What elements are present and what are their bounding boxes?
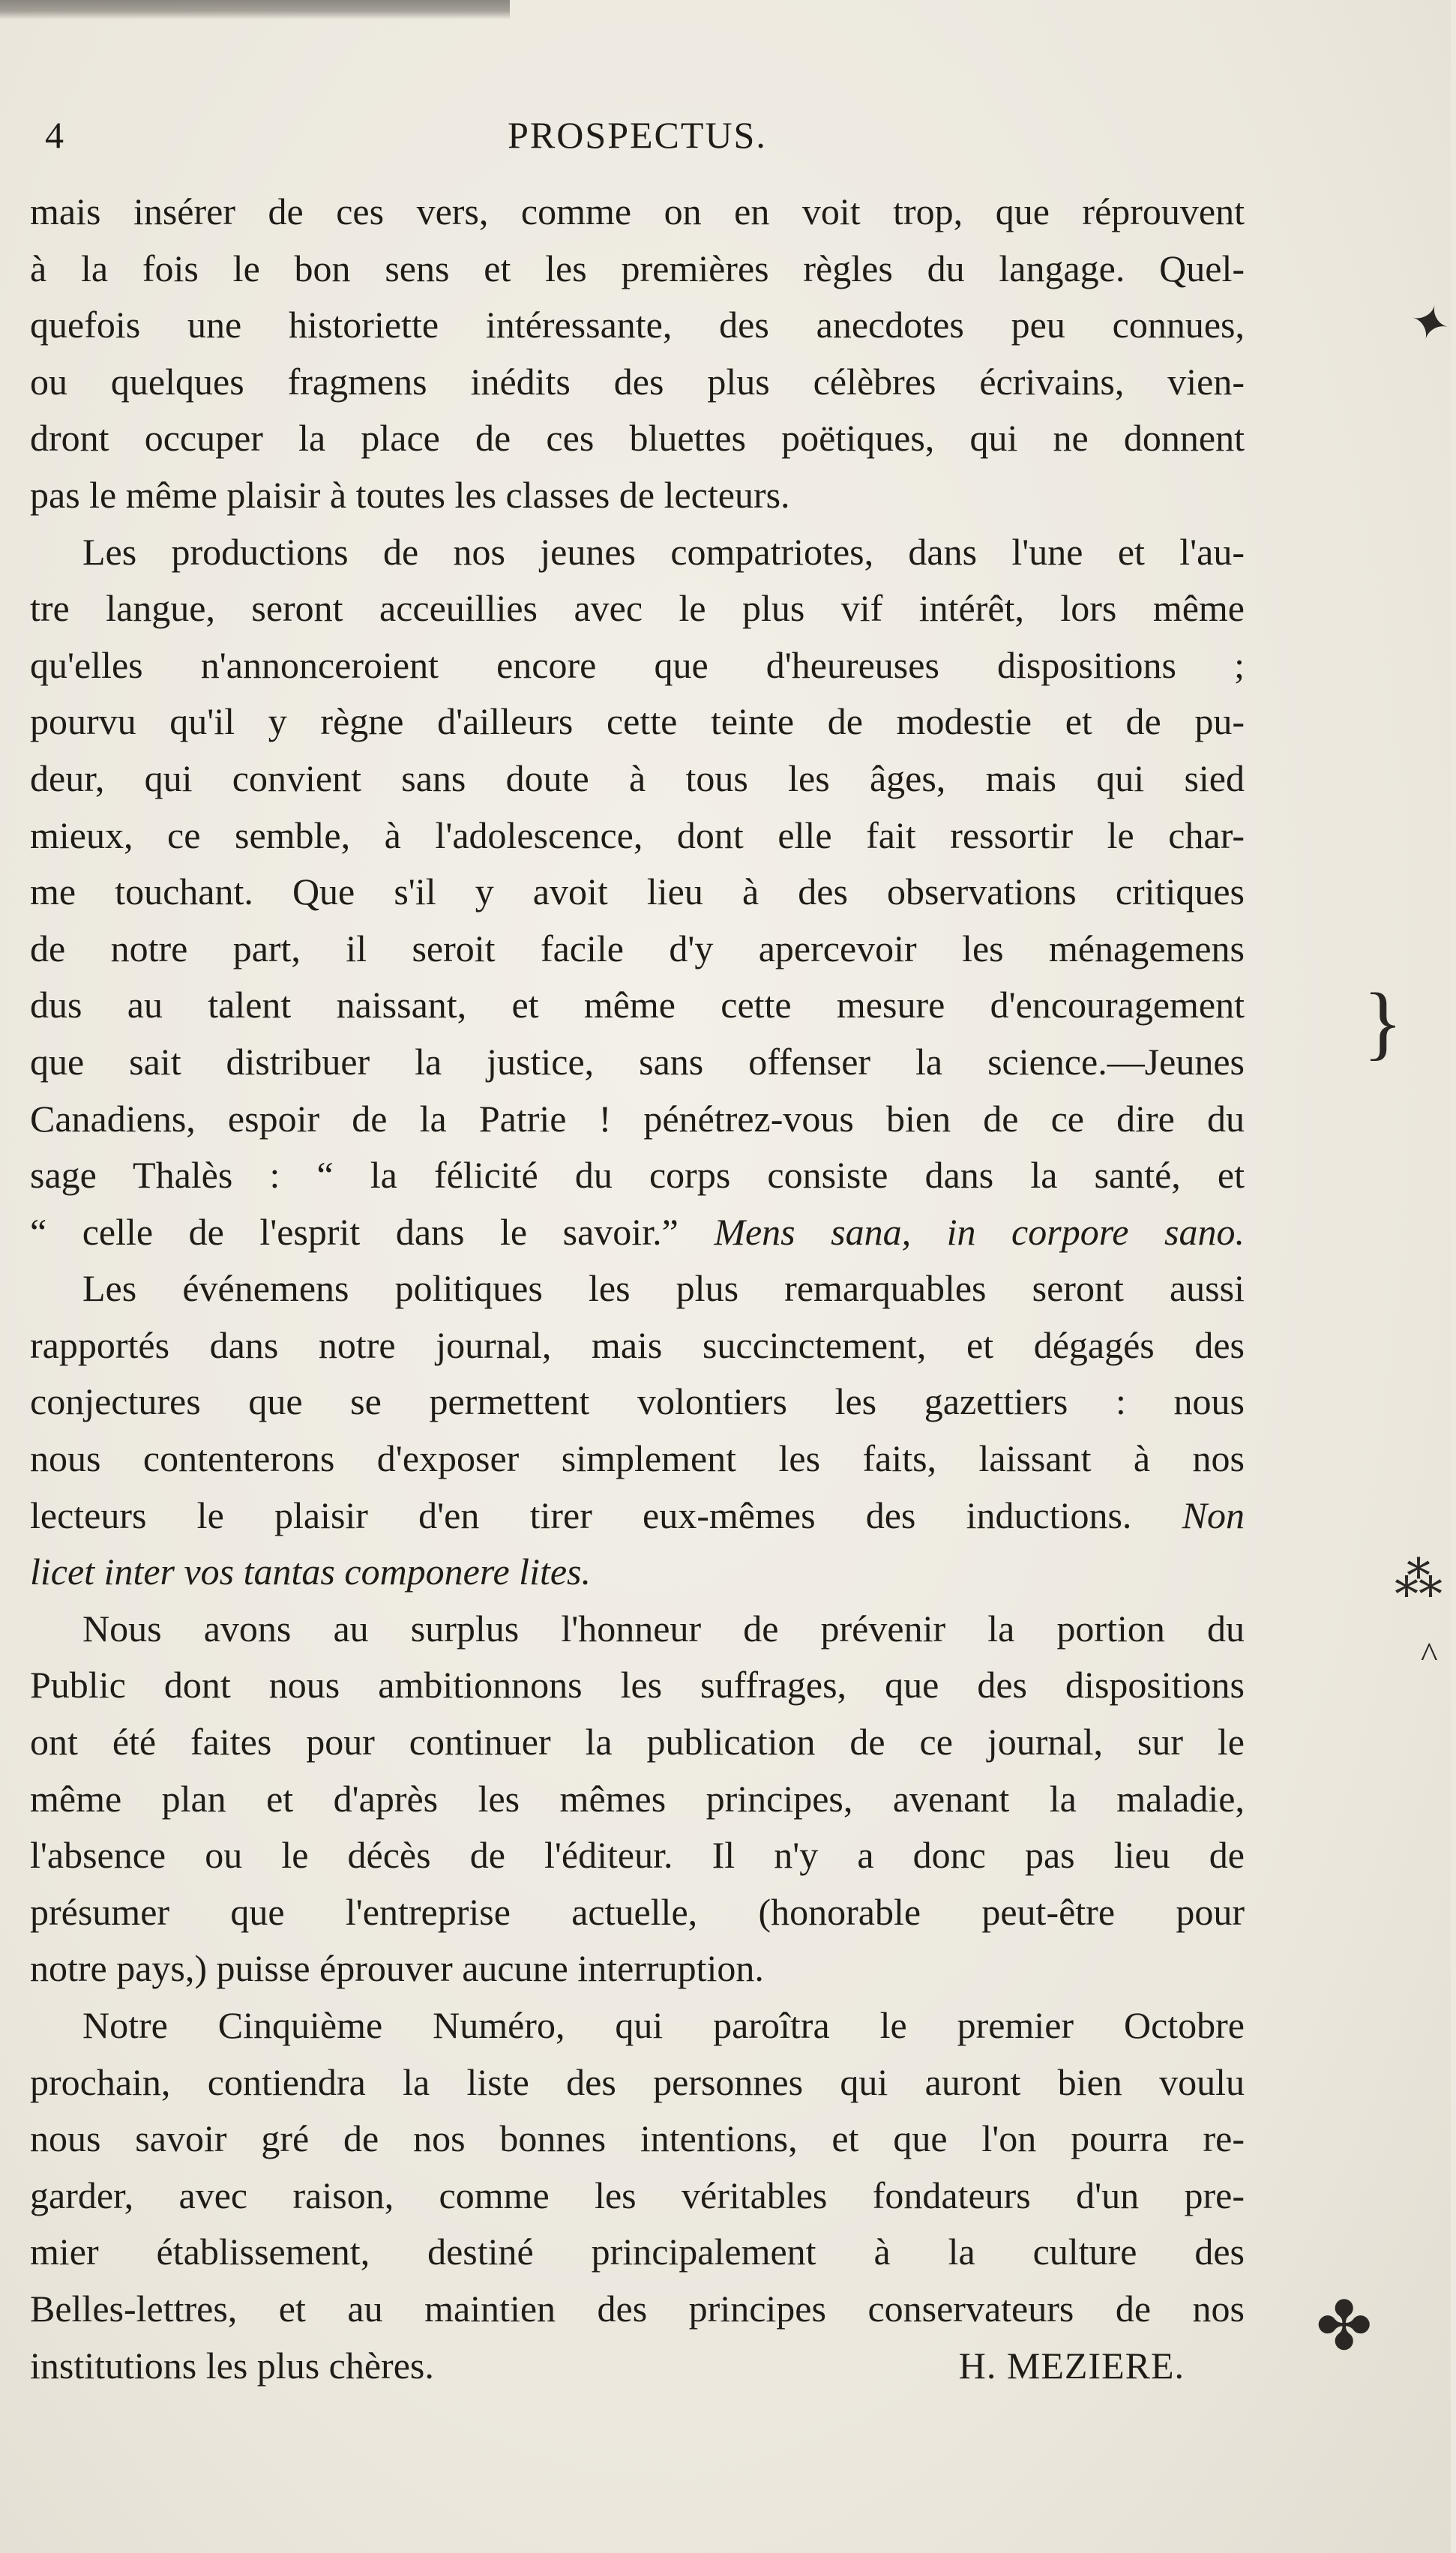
text-line: Belles-lettres, et au maintien des principes conservateurs de nos [30,2287,1245,2330]
text-line: ou quelques fragmens inédits des plus célèbres écrivains, vien- [30,360,1245,403]
text-line: notre pays,) puisse éprouver aucune interruption. [30,1947,764,1990]
text-line: l'absence ou le décès de l'éditeur. Il n'y a donc pas lieu de [30,1834,1245,1877]
torn-edge-shadow [0,0,510,19]
text-line: de notre part, il seroit facile d'y apercevoir les ménagemens [30,927,1245,969]
text-line: pourvu qu'il y règne d'ailleurs cette teinte de modestie et de pu- [30,700,1245,743]
bracket-mark: } [1363,976,1403,1068]
caret-mark: ^ [1421,1635,1438,1675]
paragraph-start-line: Les événemens politiques les plus remarquables seront aussi [82,1267,1245,1310]
text-line: Public dont nous ambitionnons les suffrages, que des dispositions [30,1664,1245,1706]
page-header [30,112,1245,165]
text-line: nous contenterons d'exposer simplement les faits, laissant à nos [30,1437,1245,1480]
latin-quote: licet inter vos tantas componere lites. [30,1551,591,1593]
latin-quote: Mens sana, in corpore sano. [714,1210,1245,1253]
text-line: dus au talent naissant, et même cette mesure d'encouragement [30,984,1245,1026]
text-line: que sait distribuer la justice, sans offenser la science.—Jeunes [30,1040,1245,1083]
text-line: “ celle de l'esprit dans le savoir.” Mens sana, in corpore sano. [30,1210,1245,1253]
text-line: nous savoir gré de nos bonnes intentions, et que l'on pourra re- [30,2117,1245,2160]
closing-line: institutions les plus chères. H. MEZIERE. [30,2338,1245,2395]
text-line: dront occuper la place de ces bluettes poëtiques, qui ne donnent [30,417,1245,460]
latin-quote: Non [1182,1494,1245,1536]
text-line: prochain, contiendra la liste des personnes qui auront bien voulu [30,2060,1245,2103]
text-line: Canadiens, espoir de la Patrie ! pénétrez-vous bien de ce dire du [30,1097,1245,1140]
text-line: qu'elles n'annonceroient encore que d'heureuses dispositions ; [30,643,1245,686]
text-line: me touchant. Que s'il y avoit lieu à des observations critiques [30,870,1245,913]
author-signature: H. MEZIERE. [958,2344,1185,2387]
text-line: pas le même plaisir à toutes les classes de lecteurs. [30,473,790,516]
body-text [30,184,1245,2394]
text-line: mais insérer de ces vers, comme on en voit trop, que réprouvent [30,190,1245,232]
text-line: rapportés dans notre journal, mais succinctement, et dégagés des [30,1323,1245,1366]
page-number: 4 [45,114,64,156]
running-head: PROSPECTUS. [508,114,767,156]
text-line: sage Thalès : “ la félicité du corps consiste dans la santé, et [30,1154,1245,1197]
text-line [30,1544,1245,1601]
text-line: quefois une historiette intéressante, des anecdotes peu connues, [30,304,1245,346]
text-line: conjectures que se permettent volontiers les gazettiers : nous [30,1380,1245,1423]
text-line: deur, qui convient sans doute à tous les âges, mais qui sied [30,757,1245,799]
paragraph-start-line: Les productions de nos jeunes compatriotes, dans l'une et l'au- [82,530,1245,573]
ink-blot-mark: ✤ [1316,2290,1373,2364]
paragraph-start-line: Nous avons au surplus l'honneur de prévenir la portion du [82,1607,1245,1650]
text-line: garder, avec raison, comme les véritables fondateurs d'un pre- [30,2174,1245,2216]
text-line: même plan et d'après les mêmes principes, avenant la maladie, [30,1777,1245,1820]
paragraph-start-line: Notre Cinquième Numéro, qui paroîtra le premier Octobre [82,2004,1245,2046]
ink-blot-mark: ✦ [1403,292,1456,355]
text-line: mier établissement, destiné principalement à la culture des [30,2231,1245,2273]
text-line: tre langue, seront acceuillies avec le plus vif intérêt, lors même [30,587,1245,630]
text-line: présumer que l'entreprise actuelle, (honorable peut-être pour [30,1890,1245,1933]
text-line: lecteurs le plaisir d'en tirer eux-mêmes des inductions. Non [30,1494,1245,1536]
text-line: mieux, ce semble, à l'adolescence, dont elle fait ressortir le char- [30,814,1245,856]
text-line: à la fois le bon sens et les premières règles du langage. Quel- [30,247,1245,289]
ink-blot-mark: ⁂ [1395,1553,1443,1606]
text-line: ont été faites pour continuer la publication de ce journal, sur le [30,1721,1245,1763]
